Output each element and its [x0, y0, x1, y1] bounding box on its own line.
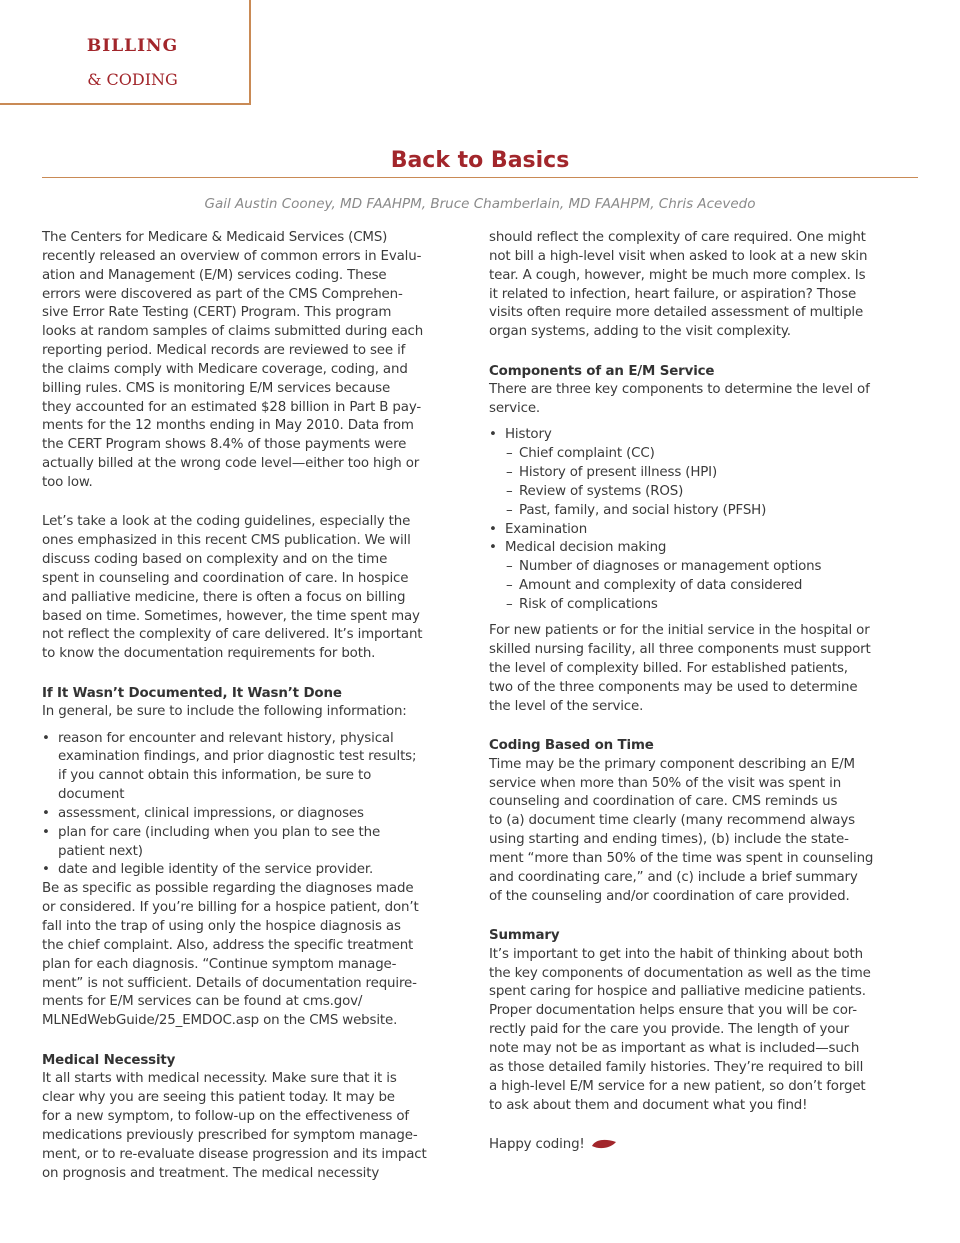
section-heading: If It Wasn’t Documented, It Wasn’t Done: [42, 685, 342, 701]
bullet-item: [42, 805, 482, 824]
text-line: plan for each diagnosis. “Continue symptom manage-: [42, 956, 397, 972]
article-title: Back to Basics: [390, 148, 570, 173]
bullet-mark: •: [42, 805, 50, 821]
bullet-item: [42, 861, 482, 880]
text-line: actually billed at the wrong code level—either too high or: [42, 456, 420, 472]
text-line: they accounted for an estimated $28 billion in Part B pay-: [42, 399, 422, 415]
sub-bullet-item: – Review of systems (ROS): [489, 483, 934, 502]
documented-section: [42, 685, 482, 1031]
text-line: • date and legible identity of the service provider.: [42, 861, 482, 880]
bullet-mark: •: [42, 862, 50, 878]
section-heading: Coding Based on Time: [489, 737, 654, 753]
text-line: It all starts with medical necessity. Make sure that it is: [42, 1071, 397, 1087]
text-line: reporting period. Medical records are reviewed to see if: [42, 343, 406, 359]
text-line: not reflect the complexity of care delivered. It’s important: [42, 627, 423, 643]
dash-mark: –: [506, 483, 513, 499]
text-line: the level of complexity billed. For established patients,: [489, 660, 848, 676]
text-line: for a new symptom, to follow-up on the effectiveness of: [42, 1109, 409, 1125]
text-line: ones emphasized in this recent CMS publication. We will: [42, 533, 411, 549]
text-line: For new patients or for the initial service in the hospital or: [489, 623, 870, 639]
continued-paragraph: [489, 229, 934, 342]
text-line: a high-level E/M service for a new patient, so don’t forget: [489, 1078, 866, 1094]
text-line: The Centers for Medicare & Medicaid Services (CMS): [42, 230, 388, 245]
text-line: based on time. Sometimes, however, the time spent may: [42, 608, 420, 624]
text-line: ment, or to re-evaluate disease progression and its impact: [42, 1146, 427, 1162]
text-line: Be as specific as possible regarding the diagnoses made: [42, 881, 414, 897]
text-line: visits often require more detailed assessment of multiple: [489, 305, 864, 321]
bullet-mark: •: [489, 540, 497, 556]
text-line: MLNEdWebGuide/25_EMDOC.asp on the CMS website.: [42, 1013, 398, 1029]
text-line: billing rules. CMS is monitoring E/M services because: [42, 380, 391, 396]
dash-mark: –: [506, 502, 513, 518]
text-line: document: [58, 787, 125, 803]
section-label-coding: & CODING: [87, 70, 178, 89]
text-line: of the counseling and/or coordination of care provided.: [489, 888, 850, 904]
text-line: ment” is not sufficient. Details of documentation require-: [42, 975, 417, 991]
intro-paragraph: [42, 229, 482, 493]
bullet-mark: •: [42, 824, 50, 840]
text-line: too low.: [42, 474, 93, 490]
right-column: [489, 229, 934, 1155]
text-line: ment “more than 50% of the time was spent in counseling: [489, 850, 874, 866]
text-line: ments for E/M services can be found at cms.gov/: [42, 994, 363, 1010]
text-line: errors were discovered as part of the CMS Comprehen-: [42, 286, 403, 302]
bullet-item: [42, 730, 482, 805]
sub-bullet-item: – Chief complaint (CC): [489, 445, 934, 464]
dash-mark: –: [506, 596, 513, 612]
text-line: Proper documentation helps ensure that you will be cor-: [489, 1003, 857, 1019]
bullet-item: • Medical decision making: [489, 539, 934, 558]
text-line: rectly paid for the care you provide. The length of your: [489, 1022, 849, 1038]
sub-bullet-item: – Amount and complexity of data considered: [489, 577, 934, 596]
section-label-billing: BILLING: [86, 36, 179, 56]
time-section: [489, 737, 934, 907]
dash-mark: –: [506, 578, 513, 594]
text-line: Let’s take a look at the coding guidelines, especially the: [42, 514, 411, 530]
sub-bullet-item: – Past, family, and social history (PFSH): [489, 502, 934, 521]
components-section: [489, 363, 934, 717]
text-line: There are three key components to determine the level of: [489, 382, 870, 398]
text-line: tear. A cough, however, might be much more complex. Is: [489, 267, 866, 283]
article-authors: Gail Austin Cooney, MD FAAHPM, Bruce Chamberlain, MD FAAHPM, Chris Acevedo: [204, 196, 756, 212]
text-line: ation and Management (E/M) services coding. These: [42, 267, 387, 283]
section-heading: Components of an E/M Service: [489, 363, 715, 379]
text-line: sive Error Rate Testing (CERT) Program. This program: [42, 305, 392, 321]
text-line: the key components of documentation as well as the time: [489, 965, 871, 981]
text-line: discuss coding based on complexity and on the time: [42, 552, 388, 567]
text-line: to know the documentation requirements for both.: [42, 646, 376, 662]
text-line: spent caring for hospice and palliative medicine patients.: [489, 984, 866, 1000]
text-line: patient next): [58, 843, 143, 859]
text-line: note may not be as important as what is included—such: [489, 1041, 860, 1056]
text-line: service when more than 50% of the visit was spent in: [489, 775, 842, 791]
text-line: not bill a high-level visit when asked to look at a new skin: [489, 248, 868, 264]
text-line: clear why you are seeing this patient today. It may be: [42, 1090, 395, 1106]
text-line: It’s important to get into the habit of thinking about both: [489, 946, 863, 962]
text-line: the chief complaint. Also, address the specific treatment: [42, 937, 414, 953]
text-line: looks at random samples of claims submitted during each: [42, 324, 424, 340]
signoff-text: Happy coding!: [489, 1136, 585, 1152]
summary-section: [489, 927, 934, 1155]
end-mark-icon: [591, 1138, 617, 1150]
text-line: and coordinating care,” and (c) include a brief summary: [489, 869, 858, 885]
sub-bullet-item: – History of present illness (HPI): [489, 464, 934, 483]
text-line: if you cannot obtain this information, be sure to: [58, 768, 372, 784]
dash-mark: –: [506, 465, 513, 481]
text-line: examination findings, and prior diagnostic test results;: [58, 749, 417, 765]
bullet-item: • History: [489, 426, 934, 445]
text-line: medications previously prescribed for symptom manage-: [42, 1127, 418, 1143]
text-line: service.: [489, 401, 541, 417]
text-line: as those detailed family histories. They’re required to bill: [489, 1059, 864, 1075]
bullet-mark: •: [489, 427, 497, 443]
text-line: • assessment, clinical impressions, or diagnoses: [42, 805, 482, 824]
sub-bullet-item: – Number of diagnoses or management options: [489, 558, 934, 577]
dash-mark: –: [506, 446, 513, 462]
text-line: • reason for encounter and relevant history, physical: [42, 730, 482, 749]
text-line: fall into the trap of using only the hospice diagnosis as: [42, 918, 401, 934]
text-line: skilled nursing facility, all three components must support: [489, 641, 871, 657]
text-line: spent in counseling and coordination of care. In hospice: [42, 570, 409, 586]
text-line: to (a) document time clearly (many recommend always: [489, 813, 855, 829]
text-line: • plan for care (including when you plan to see the: [42, 824, 482, 843]
text-line: In general, be sure to include the following information:: [42, 704, 407, 720]
text-line: organ systems, adding to the visit complexity.: [489, 324, 791, 340]
section-heading: Medical Necessity: [42, 1052, 176, 1068]
text-line: the level of the service.: [489, 698, 644, 714]
text-line: it related to infection, heart failure, or aspiration? Those: [489, 286, 857, 302]
bullet-item: [42, 824, 482, 862]
left-column: [42, 229, 482, 1183]
text-line: should reflect the complexity of care required. One might: [489, 230, 866, 245]
text-line: counseling and coordination of care. CMS reminds us: [489, 794, 838, 810]
text-line: to ask about them and document what you find!: [489, 1097, 808, 1113]
bullet-mark: •: [489, 521, 497, 537]
text-line: using starting and ending times), (b) include the state-: [489, 832, 849, 848]
text-line: ments for the 12 months ending in May 2010. Data from: [42, 418, 414, 434]
necessity-section: [42, 1052, 482, 1184]
text-line: or considered. If you’re billing for a hospice patient, don’t: [42, 900, 419, 916]
text-line: on prognosis and treatment. The medical necessity: [42, 1165, 380, 1181]
text-line: and palliative medicine, there is often a focus on billing: [42, 589, 406, 605]
section-heading: Summary: [489, 927, 560, 943]
title-rule: [42, 177, 918, 178]
bullet-mark: •: [42, 730, 50, 746]
text-line: the CERT Program shows 8.4% of those payments were: [42, 437, 407, 453]
text-line: recently released an overview of common errors in Evalu-: [42, 248, 422, 264]
signoff-line: [489, 1136, 934, 1155]
guidelines-paragraph: [42, 513, 482, 664]
dash-mark: –: [506, 559, 513, 575]
text-line: the claims comply with Medicare coverage, coding, and: [42, 361, 408, 377]
bullet-item: • Examination: [489, 521, 934, 540]
sub-bullet-item: – Risk of complications: [489, 596, 934, 615]
text-line: Time may be the primary component describing an E/M: [489, 756, 855, 772]
text-line: two of the three components may be used to determine: [489, 679, 858, 695]
